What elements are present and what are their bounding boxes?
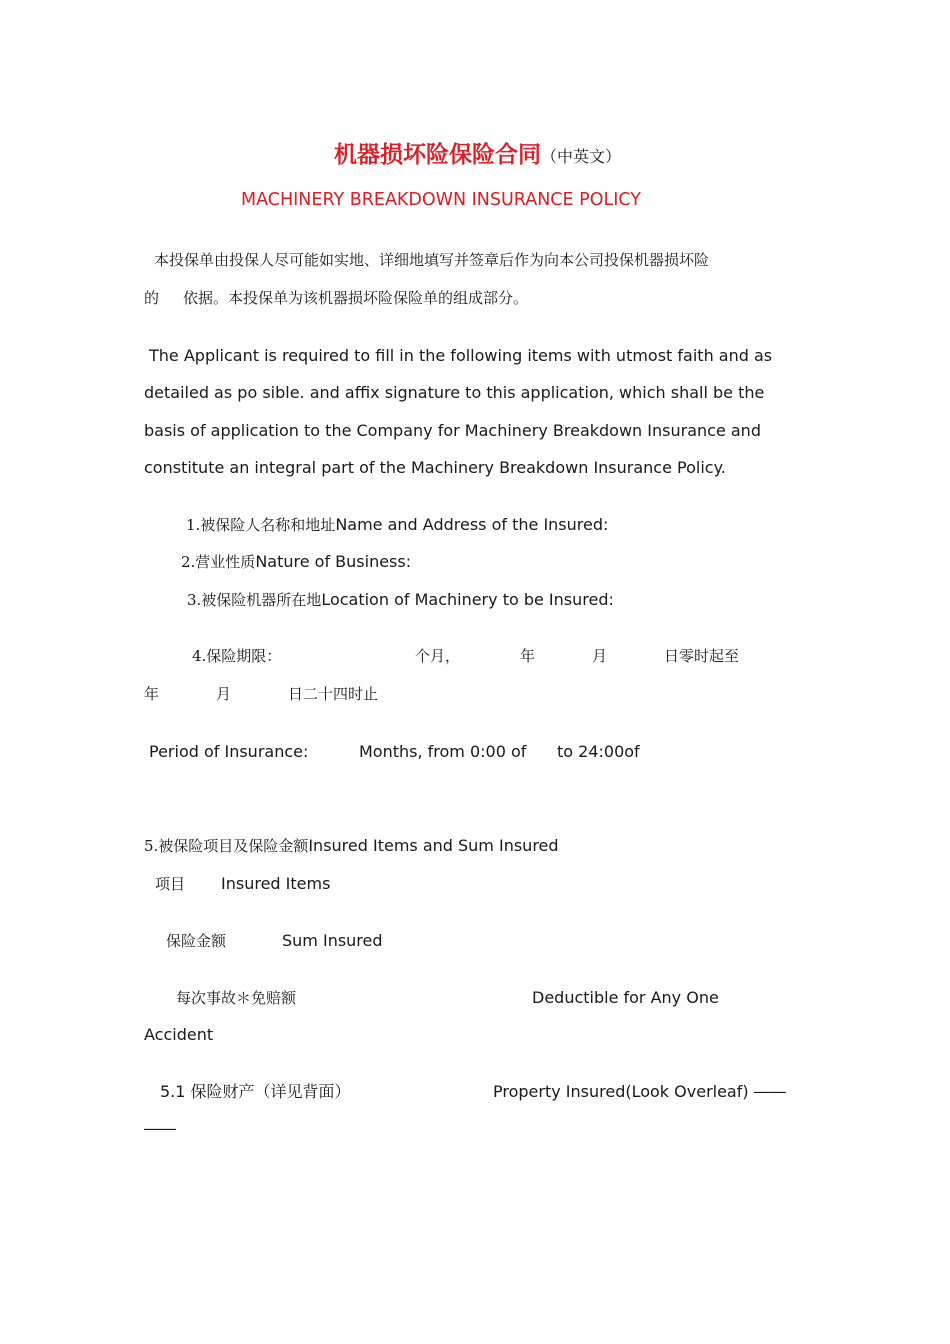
col-sum-cn: 保险金额 <box>166 932 227 950</box>
col-deductible-cn: 每次事故＊免赔额 <box>176 989 297 1007</box>
period-en-from: Months, from 0:00 of <box>359 742 527 761</box>
section-5-heading-cn: 5.被保险项目及保险金额 <box>144 837 309 855</box>
item-3 <box>187 590 614 610</box>
col-items-cn: 项目 <box>155 875 186 893</box>
period-year-start: 年 <box>520 647 536 665</box>
section-5-heading-en: Insured Items and Sum Insured <box>308 836 559 855</box>
item-2-en: Nature of Business: <box>255 552 412 571</box>
item-2-cn: 2.营业性质 <box>181 553 256 571</box>
col-sum-en: Sum Insured <box>282 931 383 950</box>
row-5-1-cn: 5.1 保险财产（详见背面） <box>160 1082 351 1101</box>
period-month-end: 月 <box>216 685 232 703</box>
title-suffix: （中英文） <box>541 147 622 166</box>
item-2 <box>181 552 411 572</box>
item-1-en: Name and Address of the Insured: <box>335 515 609 534</box>
intro-cn-line-2a: 的 <box>144 289 160 307</box>
period-label: 4.保险期限： <box>192 647 282 665</box>
item-1 <box>186 515 608 535</box>
period-day-end: 日二十四时止 <box>288 685 379 703</box>
row-5-1-cont: ―― <box>144 1119 176 1138</box>
item-1-cn: 1.被保险人名称和地址 <box>186 516 336 534</box>
title-chinese: 机器损坏险保险合同 <box>334 141 541 168</box>
period-en-to: to 24:00of <box>557 742 640 761</box>
period-months: 个月， <box>415 647 461 665</box>
item-3-en: Location of Machinery to be Insured: <box>321 590 614 609</box>
item-3-cn: 3.被保险机器所在地 <box>187 591 322 609</box>
intro-en-line-2: detailed as po sible. and affix signature to this application, which shall be the <box>144 383 765 402</box>
document-title <box>334 136 621 169</box>
period-day-start: 日零时起至 <box>664 647 740 665</box>
row-5-1-en: Property Insured(Look Overleaf) ―― <box>493 1082 786 1101</box>
intro-en-line-1: The Applicant is required to fill in the following items with utmost faith and as <box>149 346 773 365</box>
period-en-label: Period of Insurance: <box>149 742 309 761</box>
intro-en-line-3: basis of application to the Company for Machinery Breakdown Insurance and <box>144 421 761 440</box>
intro-cn-line-2b: 依据。本投保单为该机器损坏险保险单的组成部分。 <box>183 289 529 307</box>
col-deductible-en-cont: Accident <box>144 1025 214 1044</box>
intro-en-line-4: constitute an integral part of the Machinery Breakdown Insurance Policy. <box>144 458 726 477</box>
col-items-en: Insured Items <box>221 874 331 893</box>
period-month-start: 月 <box>592 647 608 665</box>
col-deductible-en: Deductible for Any One <box>532 988 719 1007</box>
section-5-heading <box>144 836 559 856</box>
intro-cn-line-1: 本投保单由投保人尽可能如实地、详细地填写并签章后作为向本公司投保机器损坏险 <box>154 251 710 269</box>
period-year-end: 年 <box>144 685 160 703</box>
title-english: MACHINERY BREAKDOWN INSURANCE POLICY <box>241 190 641 210</box>
